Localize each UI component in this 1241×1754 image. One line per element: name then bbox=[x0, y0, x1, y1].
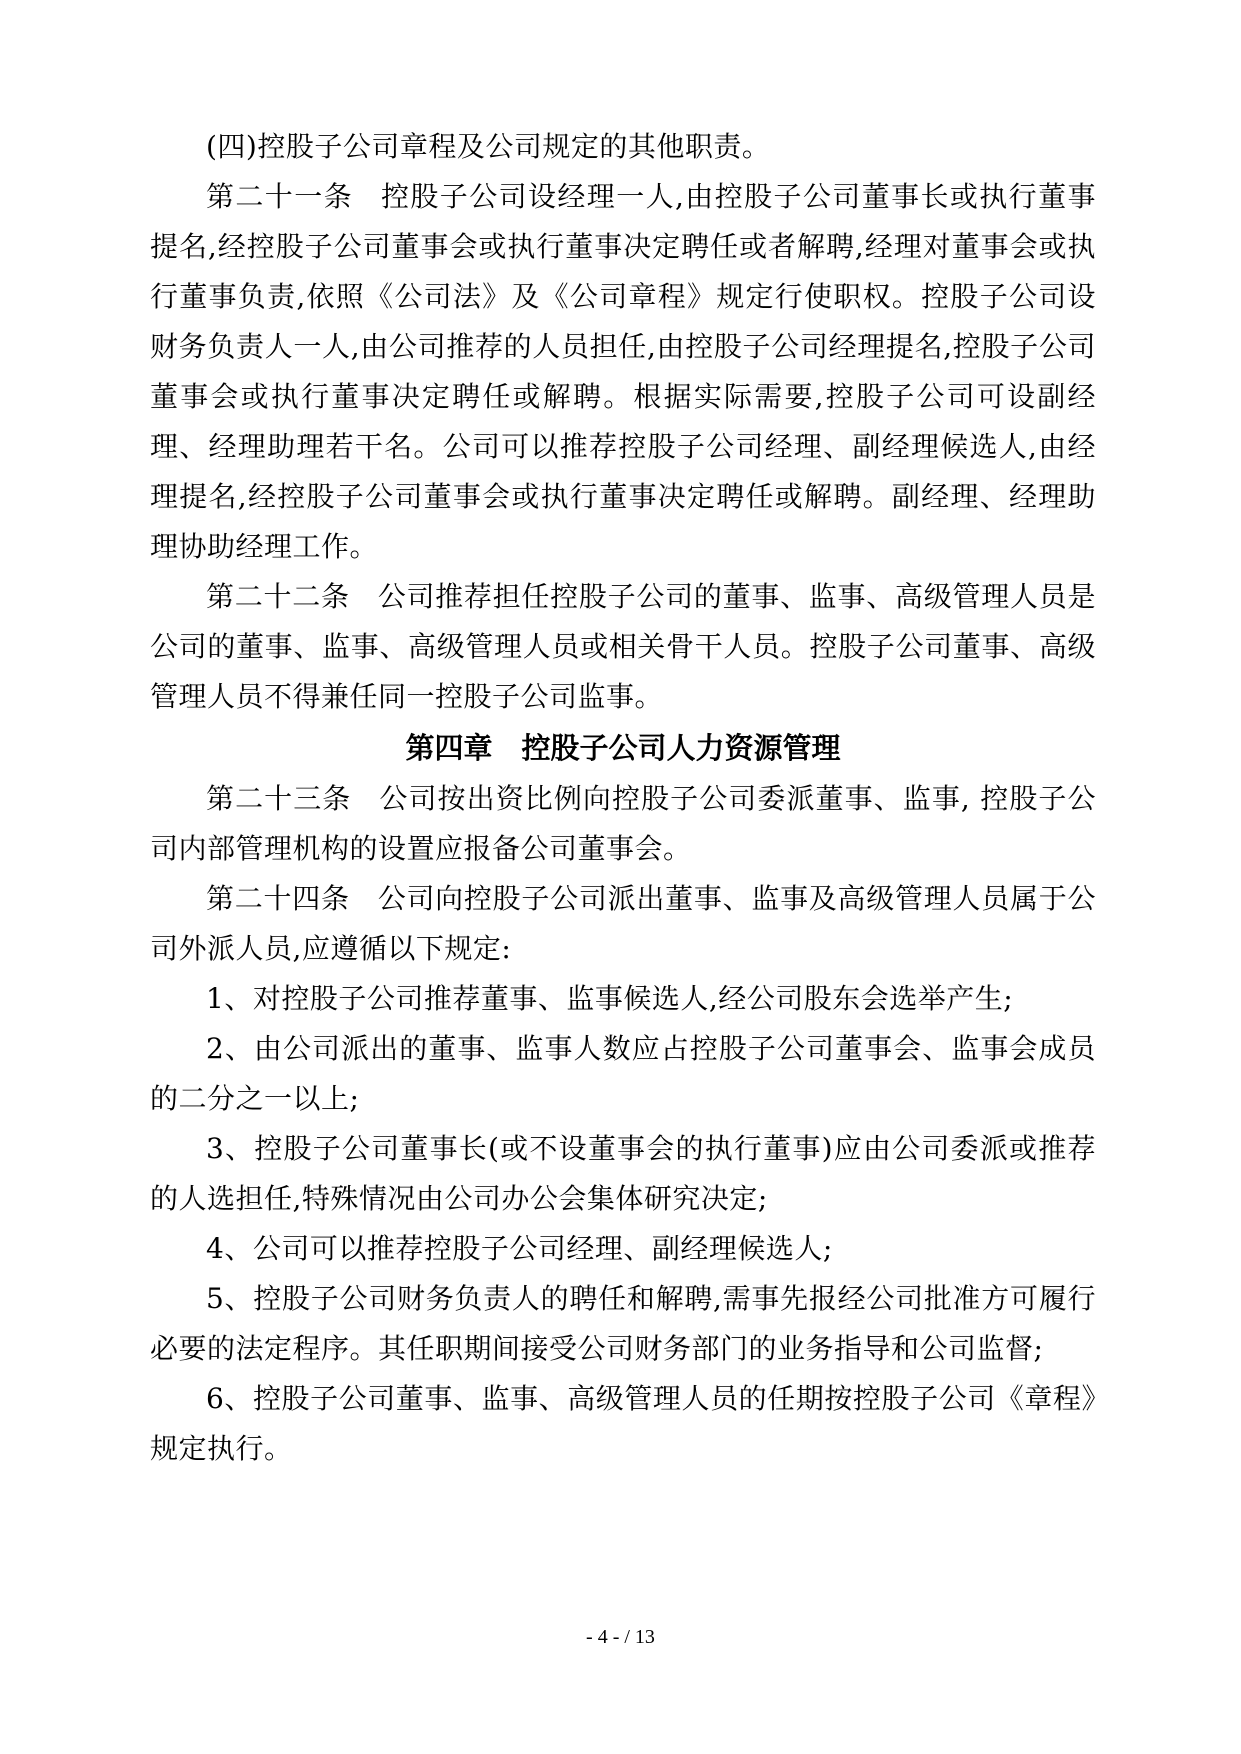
chapter-title: 控股子公司人力资源管理 bbox=[521, 731, 841, 765]
article-text: 公司向控股子公司派出董事、监事及高级管理人员属于公司外派人员,应遵循以下规定: bbox=[150, 882, 1096, 965]
page-number: - 4 - / 13 bbox=[586, 1626, 655, 1648]
list-item-6 bbox=[150, 1374, 1096, 1474]
paragraph-text: (四)控股子公司章程及公司规定的其他职责。 bbox=[206, 130, 771, 163]
article-23 bbox=[150, 774, 1096, 874]
list-item-1 bbox=[150, 974, 1096, 1024]
article-number: 第二十三条 bbox=[206, 782, 352, 815]
article-text: 公司按出资比例向控股子公司委派董事、监事, 控股子公司内部管理机构的设置应报备公司董事会。 bbox=[150, 782, 1096, 865]
list-item-text: 3、控股子公司董事长(或不设董事会的执行董事)应由公司委派或推荐的人选担任,特殊情况由公司办公会集体研究决定; bbox=[150, 1132, 1096, 1215]
article-number: 第二十四条 bbox=[206, 882, 350, 915]
article-number: 第二十二条 bbox=[206, 580, 350, 613]
article-text: 控股子公司设经理一人,由控股子公司董事长或执行董事提名,经控股子公司董事会或执行董事决定聘任或者解聘,经理对董事会或执行董事负责,依照《公司法》及《公司章程》规定行使职权。控股子公司设财务负责人一人,由公司推荐的人员担任,由控股子公司经理提名,控股子公司董事会或执行董事决定聘任或解聘。根据实际需要,控股子公司可设副经理、经理助理若干名。公司可以推荐控股子公司经理、副经理候选人,由经理提名,经控股子公司董事会或执行董事决定聘任或解聘。副经理、经理助理协助经理工作。 bbox=[150, 180, 1096, 563]
article-22 bbox=[150, 572, 1096, 722]
article-number: 第二十一条 bbox=[206, 180, 353, 213]
list-item-text: 5、控股子公司财务负责人的聘任和解聘,需事先报经公司批准方可履行必要的法定程序。其任职期间接受公司财务部门的业务指导和公司监督; bbox=[150, 1282, 1096, 1365]
list-item-2 bbox=[150, 1024, 1096, 1124]
article-24 bbox=[150, 874, 1096, 974]
list-item-3 bbox=[150, 1124, 1096, 1224]
list-item-text: 1、对控股子公司推荐董事、监事候选人,经公司股东会选举产生; bbox=[206, 982, 1014, 1015]
list-item-5 bbox=[150, 1274, 1096, 1374]
list-item-text: 6、控股子公司董事、监事、高级管理人员的任期按控股子公司《章程》规定执行。 bbox=[150, 1382, 1096, 1465]
document-body bbox=[150, 122, 1096, 1474]
chapter-number: 第四章 bbox=[405, 731, 493, 765]
list-item-4 bbox=[150, 1224, 1096, 1274]
article-21 bbox=[150, 172, 1096, 572]
paragraph-item-4 bbox=[150, 122, 1096, 172]
chapter-heading bbox=[150, 722, 1096, 774]
list-item-text: 4、公司可以推荐控股子公司经理、副经理候选人; bbox=[206, 1232, 833, 1265]
article-text: 公司推荐担任控股子公司的董事、监事、高级管理人员是公司的董事、监事、高级管理人员或相关骨干人员。控股子公司董事、高级管理人员不得兼任同一控股子公司监事。 bbox=[150, 580, 1096, 713]
list-item-text: 2、由公司派出的董事、监事人数应占控股子公司董事会、监事会成员的二分之一以上; bbox=[150, 1032, 1096, 1115]
